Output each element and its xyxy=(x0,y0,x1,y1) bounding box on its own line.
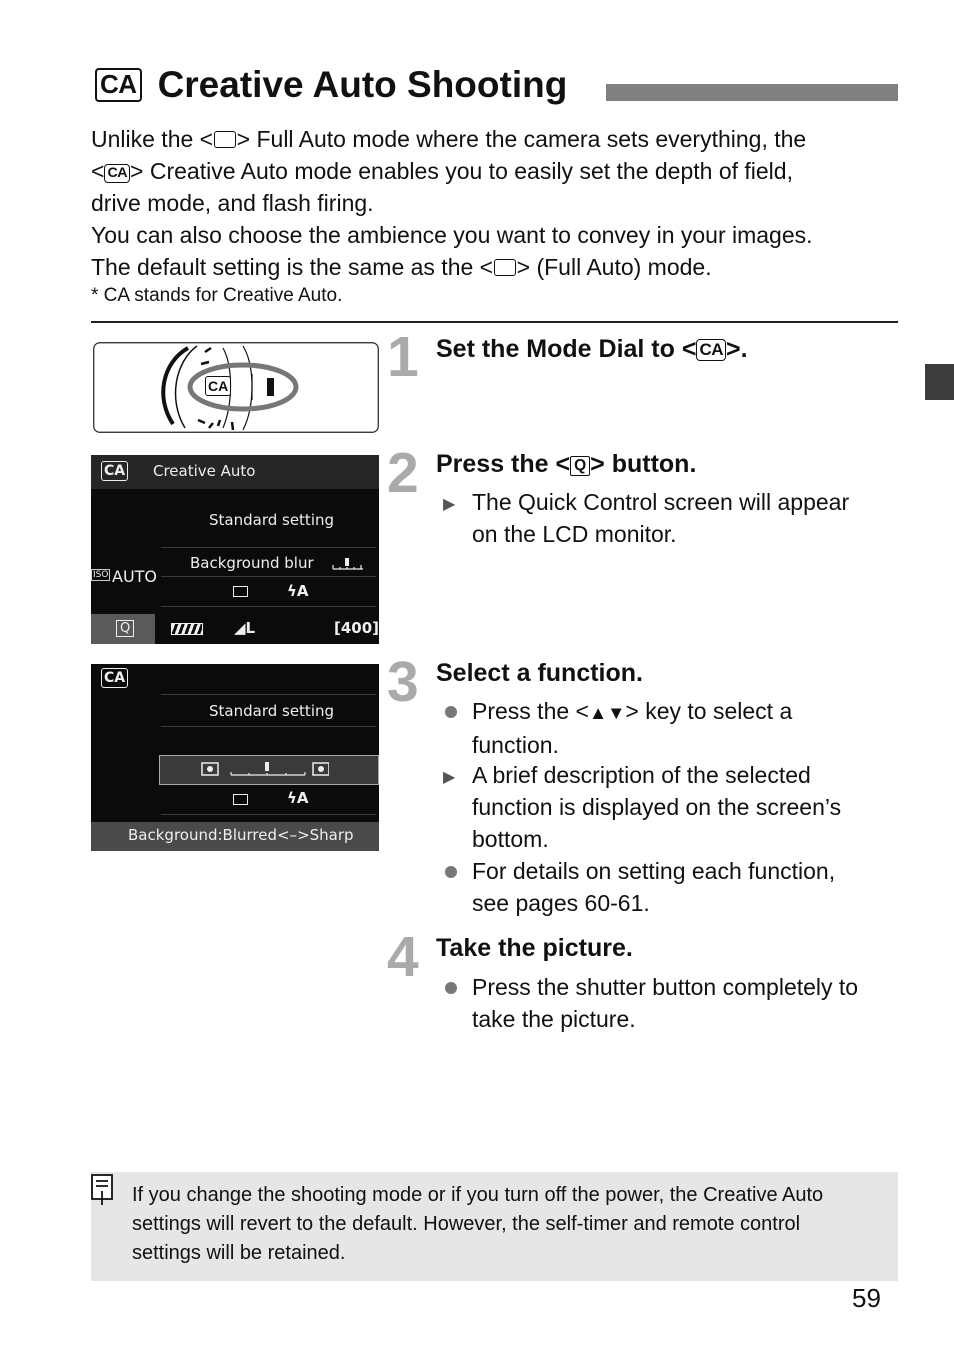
q-key-icon: Q xyxy=(116,620,134,637)
up-down-key-icon: ▲▼ xyxy=(588,702,626,723)
chapter-tab-marker xyxy=(925,364,954,400)
dot-bullet-icon xyxy=(445,866,457,878)
iso-icon: ISO xyxy=(93,570,109,580)
blur-slider-icon xyxy=(201,760,329,778)
blur-scale-icon xyxy=(331,556,365,572)
lcd-divider xyxy=(161,726,376,727)
step-number: 2 xyxy=(387,441,419,505)
arrow-bullet-icon: ▶ xyxy=(443,496,456,513)
intro-text: < xyxy=(91,158,105,184)
page-title-text: Creative Auto Shooting xyxy=(157,64,568,105)
step-heading-text: >. xyxy=(726,335,748,363)
creative-auto-mode-icon: CA xyxy=(95,68,142,102)
full-auto-mode-icon xyxy=(494,259,516,276)
bullet-text-part: > key to select a xyxy=(625,698,793,724)
flash-auto-icon: ϟA xyxy=(287,789,309,807)
lcd-ca-icon: CA xyxy=(101,668,128,688)
mode-dial-drawing xyxy=(93,342,379,433)
bullet-text: on the LCD monitor. xyxy=(472,521,677,547)
lcd-ambience: Standard setting xyxy=(209,702,335,720)
footnote: * CA stands for Creative Auto. xyxy=(91,285,343,306)
bullet-text: function is displayed on the screen’s xyxy=(472,794,842,820)
intro-text: The default setting is the same as the < xyxy=(91,254,494,280)
intro-text: > Creative Auto mode enables you to easily set the depth of field, xyxy=(130,158,793,184)
step-number: 1 xyxy=(387,325,419,389)
lcd-background-blur: Background blur xyxy=(190,554,314,572)
step-1-heading xyxy=(436,335,748,364)
step-2-bullet xyxy=(443,486,898,550)
quick-control-screen xyxy=(91,455,379,644)
step-4-heading: Take the picture. xyxy=(436,934,633,962)
note-text: If you change the shooting mode or if you turn off the power, the Creative Auto settings will revert to the default. However, the self-timer and remote control settings will be retained. xyxy=(132,1184,824,1264)
drive-single-icon xyxy=(233,794,248,805)
lcd-divider xyxy=(161,606,376,607)
intro-text: Unlike the < xyxy=(91,126,214,152)
step-3-bullet xyxy=(472,855,898,919)
creative-auto-mode-icon: CA xyxy=(696,339,726,361)
lcd-function-description: Background:Blurred<–>Sharp xyxy=(128,826,354,844)
bullet-text: For details on setting each function, xyxy=(472,858,836,884)
lcd-divider xyxy=(161,694,376,695)
drive-single-icon xyxy=(233,586,248,597)
step-number: 3 xyxy=(387,650,419,714)
dot-bullet-icon xyxy=(445,706,457,718)
lcd-iso-value: AUTO xyxy=(112,567,158,586)
intro-text: > Full Auto mode where the camera sets everything, the xyxy=(236,126,807,152)
bullet-text: The Quick Control screen will appear xyxy=(472,489,850,515)
mode-dial-illustration xyxy=(93,342,379,433)
creative-auto-mode-icon: CA xyxy=(104,164,130,182)
arrow-bullet-icon: ▶ xyxy=(443,769,456,786)
intro-line-1 xyxy=(91,123,806,155)
shots-remaining: [400] xyxy=(334,619,380,637)
lcd-divider xyxy=(161,814,376,815)
step-3-bullet xyxy=(472,695,898,761)
lcd-mode-name: Creative Auto xyxy=(153,462,256,480)
bullet-text-part: Press the < xyxy=(472,698,589,724)
lcd-divider xyxy=(161,576,376,577)
step-3-bullet xyxy=(443,759,898,855)
full-auto-mode-icon xyxy=(214,131,236,148)
dot-bullet-icon xyxy=(445,982,457,994)
q-button-icon: Q xyxy=(570,456,590,477)
step-heading-text: > button. xyxy=(590,450,697,478)
function-select-screen xyxy=(91,664,379,851)
memo-icon xyxy=(90,1173,116,1207)
step-3-heading: Select a function. xyxy=(436,659,643,687)
section-divider xyxy=(91,321,898,323)
lcd-ca-icon: CA xyxy=(101,461,128,481)
bullet-text: see pages 60-61. xyxy=(472,890,650,916)
step-number: 4 xyxy=(387,925,419,989)
bullet-text: A brief description of the selected xyxy=(472,762,811,788)
lcd-divider xyxy=(161,547,376,548)
bullet-text xyxy=(472,695,898,729)
step-heading-text: Press the < xyxy=(436,450,571,478)
intro-line-5 xyxy=(91,251,712,283)
dial-ca-position-icon: CA xyxy=(205,376,231,396)
image-quality: ◢L xyxy=(234,619,256,637)
battery-icon xyxy=(171,623,203,635)
intro-line-3: drive mode, and flash firing. xyxy=(91,190,374,216)
bullet-text: Press the shutter button completely to xyxy=(472,974,859,1000)
image-quality-value: L xyxy=(245,619,256,637)
page-title xyxy=(95,64,567,106)
page-number: 59 xyxy=(852,1283,881,1313)
step-heading-text: Set the Mode Dial to < xyxy=(436,335,697,363)
bullet-text: take the picture. xyxy=(472,1006,636,1032)
step-4-bullet xyxy=(472,971,898,1035)
step-2-heading xyxy=(436,450,696,479)
intro-text: > (Full Auto) mode. xyxy=(516,254,712,280)
intro-line-2 xyxy=(91,155,793,187)
bullet-text: function. xyxy=(472,732,559,758)
title-accent-bar xyxy=(606,84,898,101)
intro-line-4: You can also choose the ambience you want to convey in your images. xyxy=(91,222,813,248)
bullet-text: bottom. xyxy=(472,826,549,852)
flash-auto-icon: ϟA xyxy=(287,582,309,600)
lcd-ambience: Standard setting xyxy=(209,511,335,529)
